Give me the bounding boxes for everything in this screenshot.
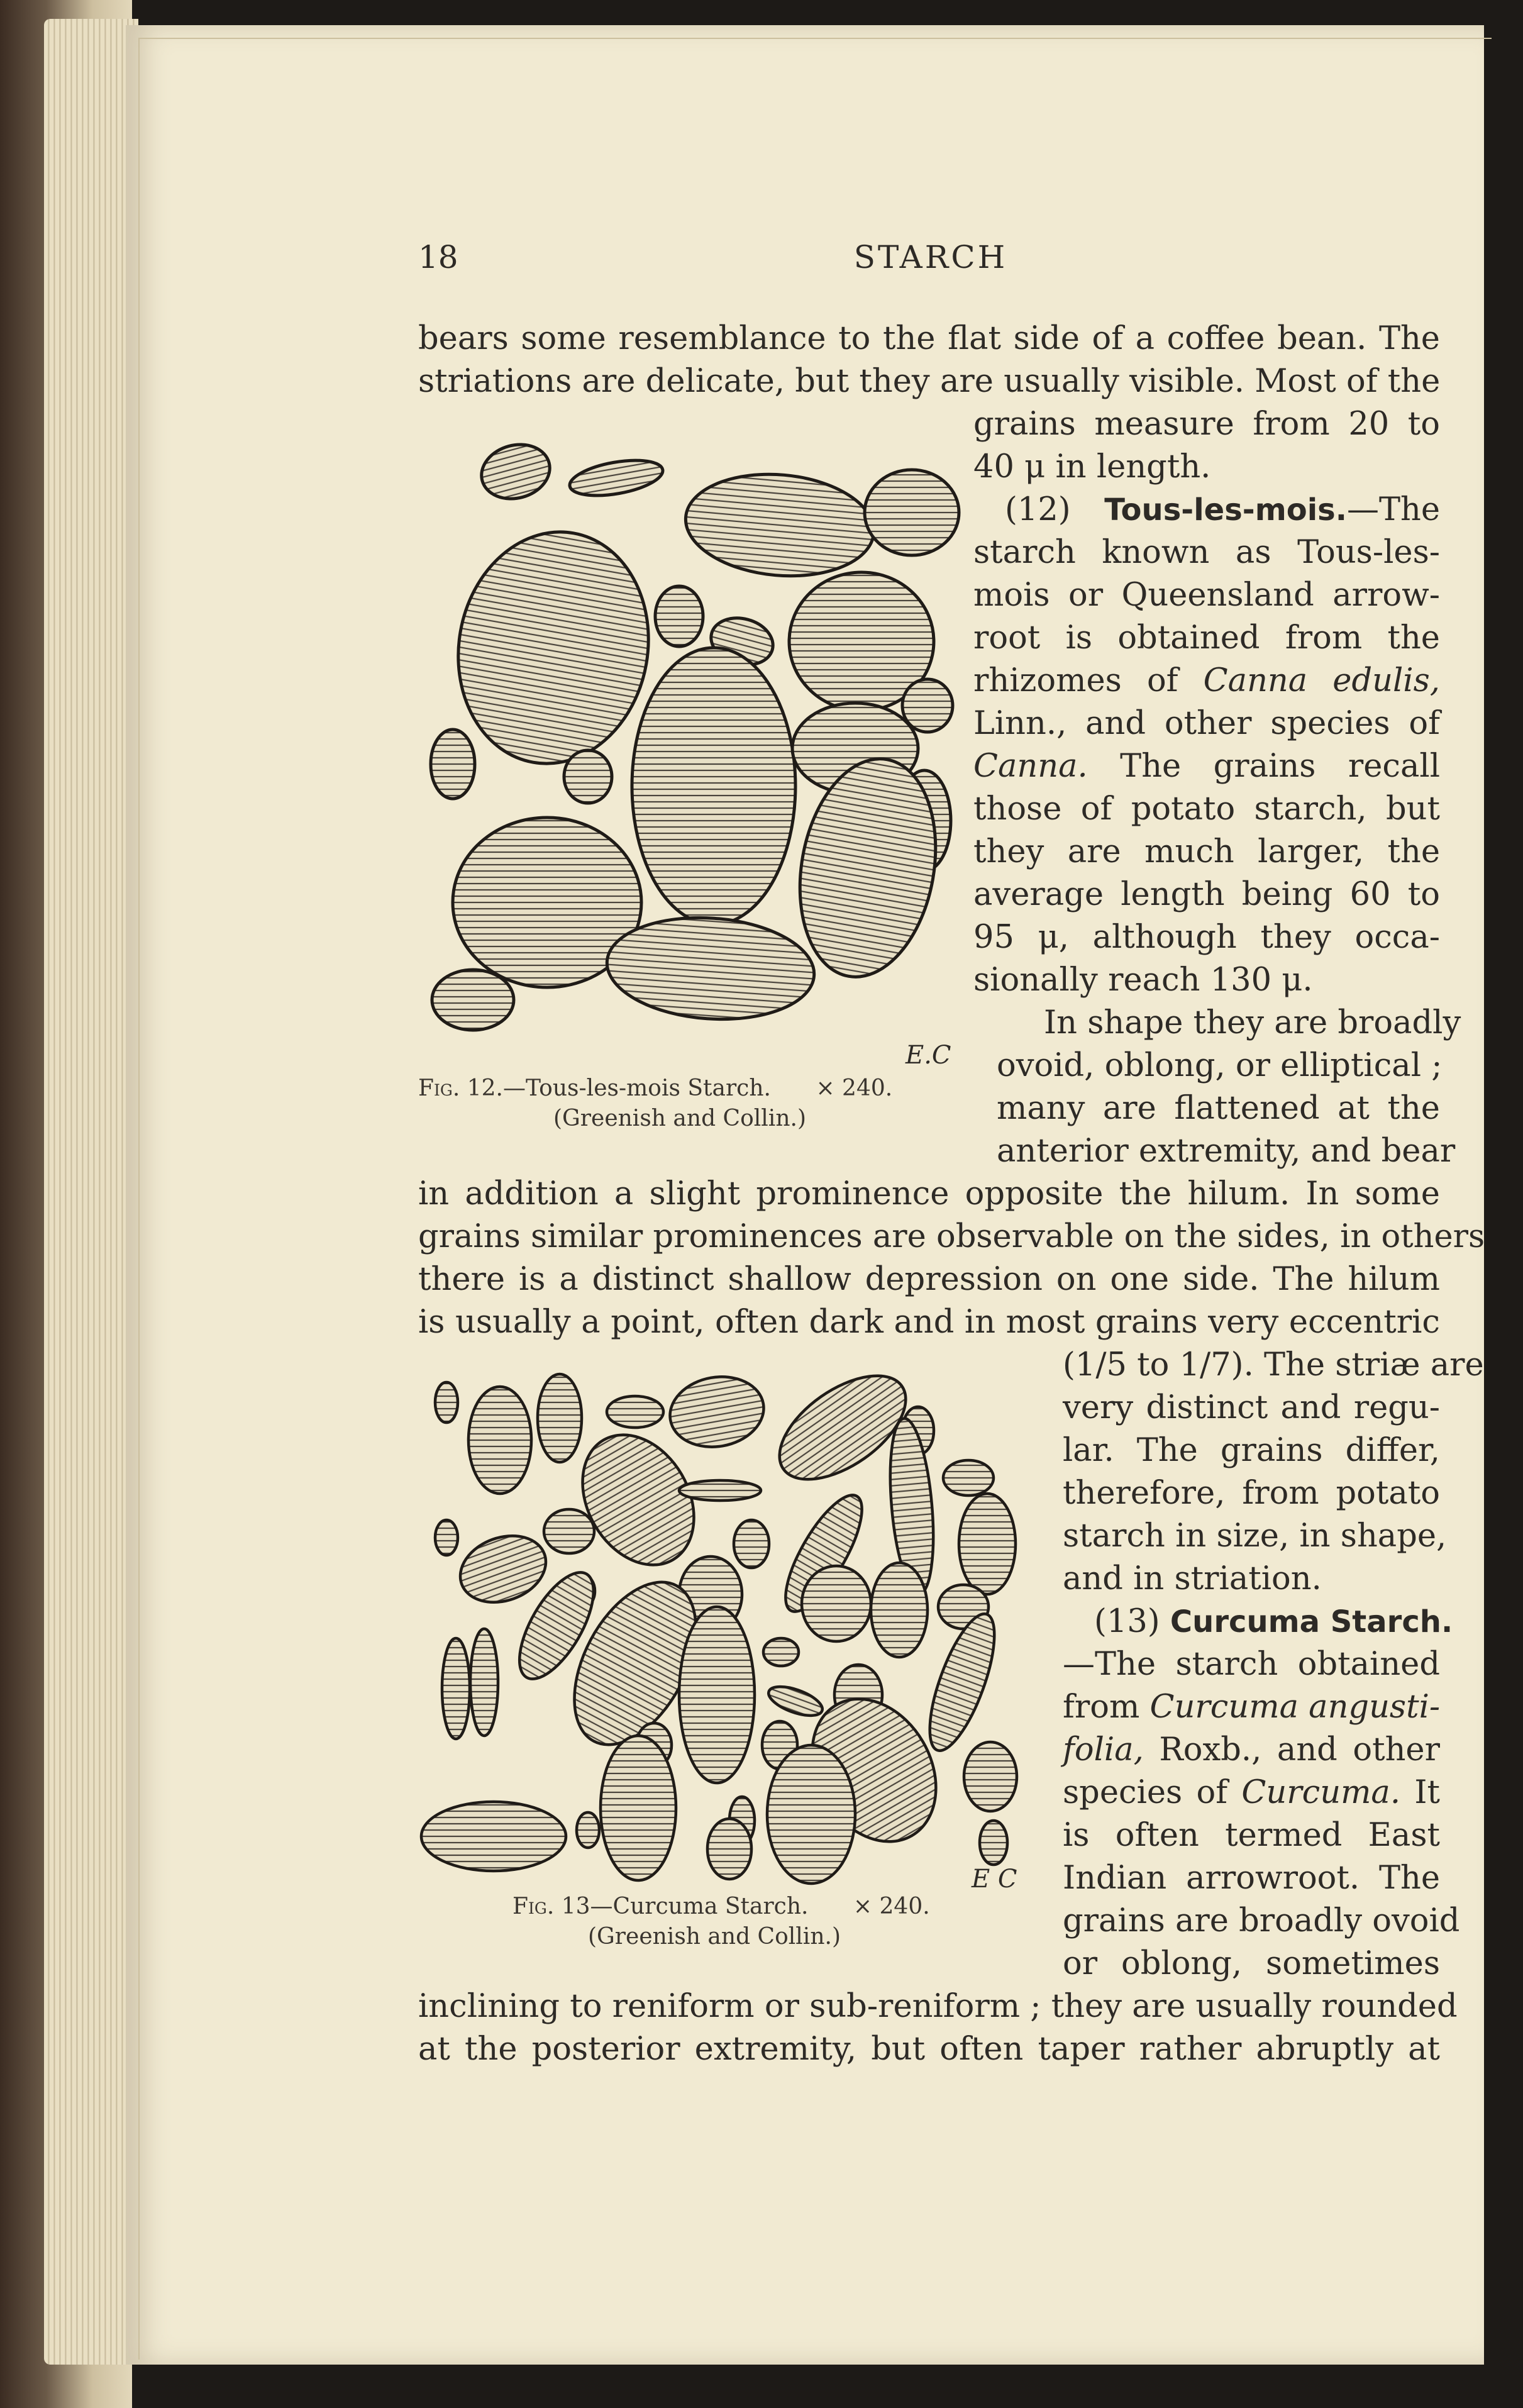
text-line: or oblong, sometimes (1063, 1945, 1440, 1982)
text-line: 40 μ in length. (973, 448, 1211, 485)
text-line: Indian arrowroot. The (1063, 1860, 1440, 1897)
text-run: from (1063, 1689, 1140, 1726)
text-line: In shape they are broadly (1044, 1004, 1461, 1041)
species-name: Curcuma angusti- (1149, 1689, 1441, 1726)
text-line: (1/5 to 1/7). The striæ are (1063, 1346, 1484, 1384)
curcuma-starch-illustration (434, 1368, 1031, 1890)
text-line (973, 660, 1440, 702)
text-line: they are much larger, the (973, 833, 1440, 870)
text-line: sionally reach 130 μ. (973, 962, 1313, 999)
text-line: therefore, from potato (1063, 1475, 1440, 1512)
text-line: those of potato starch, but (973, 791, 1440, 828)
magnification: × 240. (853, 1894, 930, 1919)
text-line: —The starch obtained (1063, 1646, 1440, 1683)
text-line: root is obtained from the (973, 619, 1440, 657)
text-line: inclining to reniform or sub-reniform ; they are usually rounded (418, 1988, 1458, 2025)
figure-label: Fig. 13 (512, 1894, 590, 1919)
section-number: (13) (1094, 1603, 1160, 1640)
text-line: is often termed East (1063, 1817, 1440, 1854)
figure-13 (434, 1368, 1031, 1965)
text-line: lar. The grains differ, (1063, 1432, 1440, 1469)
section-heading-tous-les-mois (1005, 489, 1440, 531)
figure-12-caption (418, 1075, 892, 1101)
species-name: Canna edulis, (1203, 662, 1440, 699)
running-title: STARCH (853, 239, 1008, 275)
section-title: Tous-les-mois. (1104, 492, 1347, 528)
text-line: 95 μ, although they occa- (973, 919, 1440, 956)
figure-label: Fig. 12. (418, 1075, 503, 1101)
page-edges (44, 19, 138, 2365)
text-line: average length being 60 to (973, 876, 1440, 913)
text-run: rhizomes of (973, 662, 1178, 699)
text-line (1063, 1772, 1440, 1814)
text-line (973, 745, 1440, 788)
caption-text: —Tous-les-mois Starch. (502, 1075, 771, 1101)
text-line: anterior extremity, and bear (997, 1133, 1456, 1170)
section-number: (12) (1005, 491, 1071, 528)
species-name: folia, (1063, 1731, 1144, 1768)
text-line: grains similar prominences are observable on the sides, in others (418, 1218, 1485, 1255)
section-title: Curcuma Starch. (1170, 1604, 1453, 1640)
figure-13-credit: (Greenish and Collin.) (588, 1924, 841, 1950)
text-run: —The (1346, 491, 1440, 528)
species-name: Curcuma. (1241, 1774, 1401, 1811)
tous-les-mois-starch-illustration (428, 434, 968, 1063)
text-line: ovoid, oblong, or elliptical ; (997, 1047, 1443, 1084)
engraver-mark: E C (972, 1865, 1017, 1894)
text-line: starch in size, in shape, (1063, 1517, 1447, 1555)
engraver-mark: E.C (905, 1041, 951, 1070)
text-line: Linn., and other species of (973, 705, 1440, 742)
running-head (418, 239, 1443, 283)
text-line: there is a distinct shallow depression on one side. The hilum (418, 1261, 1440, 1298)
text-line: many are flattened at the (997, 1090, 1440, 1127)
text-line: very distinct and regu- (1063, 1389, 1440, 1426)
text-run: species of (1063, 1774, 1228, 1811)
text-line: and in striation. (1063, 1560, 1322, 1597)
text-run: Roxb., and other (1143, 1731, 1440, 1768)
figure-13-caption (512, 1894, 930, 1919)
text-line: grains measure from 20 to (973, 406, 1440, 443)
species-name: Canna. (973, 748, 1088, 785)
text-line: bears some resemblance to the flat side of a coffee bean. The (418, 320, 1440, 357)
section-heading-curcuma-starch (1094, 1601, 1453, 1643)
text-line: striations are delicate, but they are usually visible. Most of the (418, 363, 1441, 400)
text-line: in addition a slight prominence opposite the hilum. In some (418, 1175, 1440, 1212)
text-line: at the posterior extremity, but often taper rather abruptly at (418, 2031, 1440, 2068)
magnification: × 240. (816, 1075, 893, 1101)
text-line: mois or Queensland arrow- (973, 577, 1440, 614)
text-line (1063, 1686, 1440, 1729)
text-run: The grains recall (1087, 748, 1440, 785)
text-line (1063, 1729, 1440, 1772)
caption-text: —Curcuma Starch. (590, 1894, 809, 1919)
text-line: starch known as Tous-les- (973, 534, 1440, 571)
page-number: 18 (418, 239, 458, 275)
text-line: grains are broadly ovoid (1063, 1902, 1460, 1939)
figure-12 (418, 434, 968, 1138)
text-run: It (1400, 1774, 1440, 1811)
text-line: is usually a point, often dark and in most grains very eccentric (418, 1304, 1440, 1341)
figure-12-credit: (Greenish and Collin.) (553, 1106, 806, 1131)
